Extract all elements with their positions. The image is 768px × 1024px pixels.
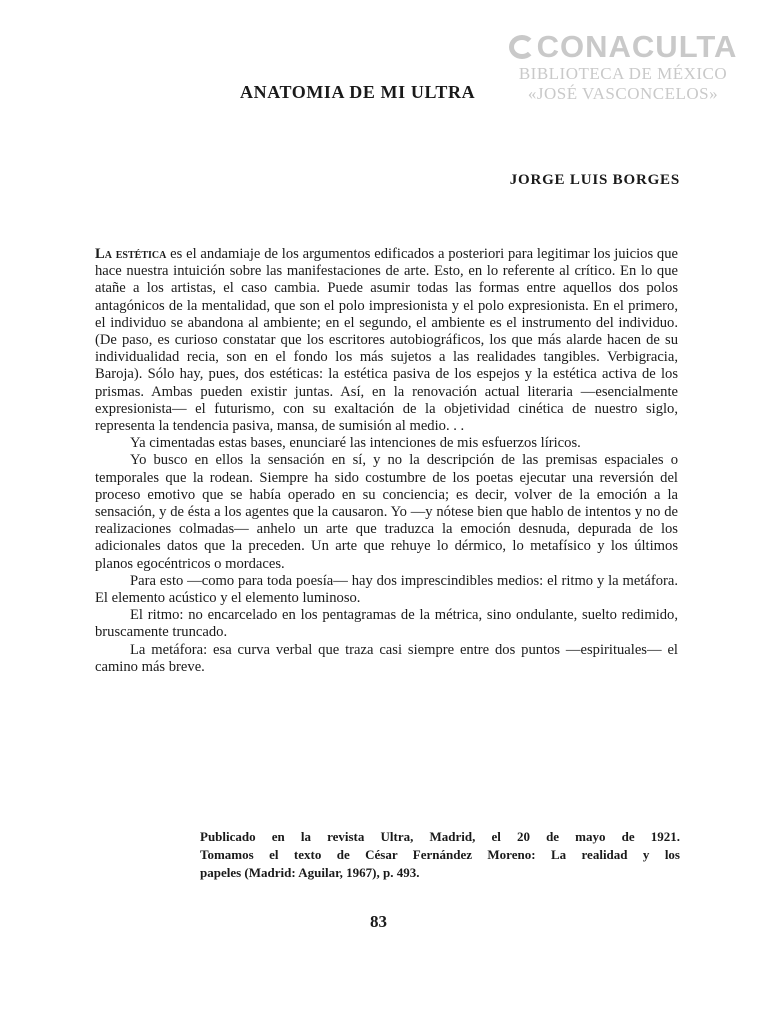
source-note-line-1: Publicado en la revista Ultra, Madrid, el 20 de mayo de 1921. bbox=[200, 829, 680, 844]
source-note-line-3: papeles (Madrid: Aguilar, 1967), p. 493. bbox=[200, 865, 420, 880]
source-note-line-2: Tomamos el texto de César Fernández Moreno: La realidad y los bbox=[200, 847, 680, 862]
paragraph-4: Para esto —como para toda poesía— hay dos imprescindibles medios: el ritmo y la metáfora. El elemento acústico y el elemento luminoso. bbox=[95, 572, 678, 607]
article-title: ANATOMIA DE MI ULTRA bbox=[240, 82, 476, 102]
watermark-line-2: «JOSÉ VASCONCELOS» bbox=[527, 84, 719, 103]
paragraph-2: Ya cimentadas estas bases, enunciaré las intenciones de mis esfuerzos líricos. bbox=[130, 435, 581, 452]
paragraph-3: Yo busco en ellos la sensación en sí, y no la descripción de las premisas espaciales o temporales que la rodean. Siempre ha sido costumbre de los poetas ejecutar una reversión del proceso emotivo que se había operado en su conciencia; es decir, volver de la emoción a la sensación, y de ésta a los agentes que la causaron. Yo —y nótese bien que hablo de intentos y no de realizaciones colmadas— anhelo un arte que traduzca la emoción desnuda, depurada de los adicionales datos que la preceden. Un arte que rehuye lo dérmico, lo metafísico y los últimos planos egocéntricos o mordaces. bbox=[95, 452, 678, 572]
paragraph-5: El ritmo: no encarcelado en los pentagramas de la métrica, sino ondulante, suelto redimido, bruscamente truncado. bbox=[95, 607, 678, 641]
article-body bbox=[95, 246, 678, 676]
conaculta-mark-icon bbox=[509, 35, 535, 59]
page-number: 83 bbox=[370, 912, 387, 931]
paragraph-6: La metáfora: esa curva verbal que traza casi siempre entre dos puntos —espirituales— el camino más breve. bbox=[95, 641, 678, 675]
source-note bbox=[200, 828, 680, 882]
watermark-line-1: BIBLIOTECA DE MÉXICO bbox=[518, 64, 728, 83]
lead-words: La estética bbox=[95, 246, 167, 262]
library-watermark bbox=[508, 30, 738, 104]
conaculta-logo: CONACULTA bbox=[508, 30, 738, 64]
paragraph-1: La estética es el andamiaje de los argumentos edificados a posteriori para legitimar los juicios que hace nuestra intuición sobre las manifestaciones de arte. Esto, en lo referente al crítico. En lo que atañe a los artistas, el caso cambia. Puede asumir todas las formas entre aquellos dos polos antagónicos de la mentalidad, que son el polo impresionista y el polo expresionista. En el primero, el individuo se abandona al ambiente; en el segundo, el ambiente es el instrumento del individuo. (De paso, es curioso constatar que los escritores autobiográficos, los que más alarde hacen de su individualidad recia, son en el fondo los más sujetos a las realidades tangibles. Verbigracia, Baroja). Sólo hay, pues, dos estéticas: la estética pasiva de los espejos y la estética activa de los prismas. Ambas pueden existir juntas. Así, en la renovación actual literaria —esencialmente expresionista— el futurismo, con su exaltación de la objetividad cinética de nuestro siglo, representa la tendencia pasiva, mansa, de sumisión al medio. . . bbox=[95, 246, 678, 435]
article-author: JORGE LUIS BORGES bbox=[509, 172, 680, 188]
